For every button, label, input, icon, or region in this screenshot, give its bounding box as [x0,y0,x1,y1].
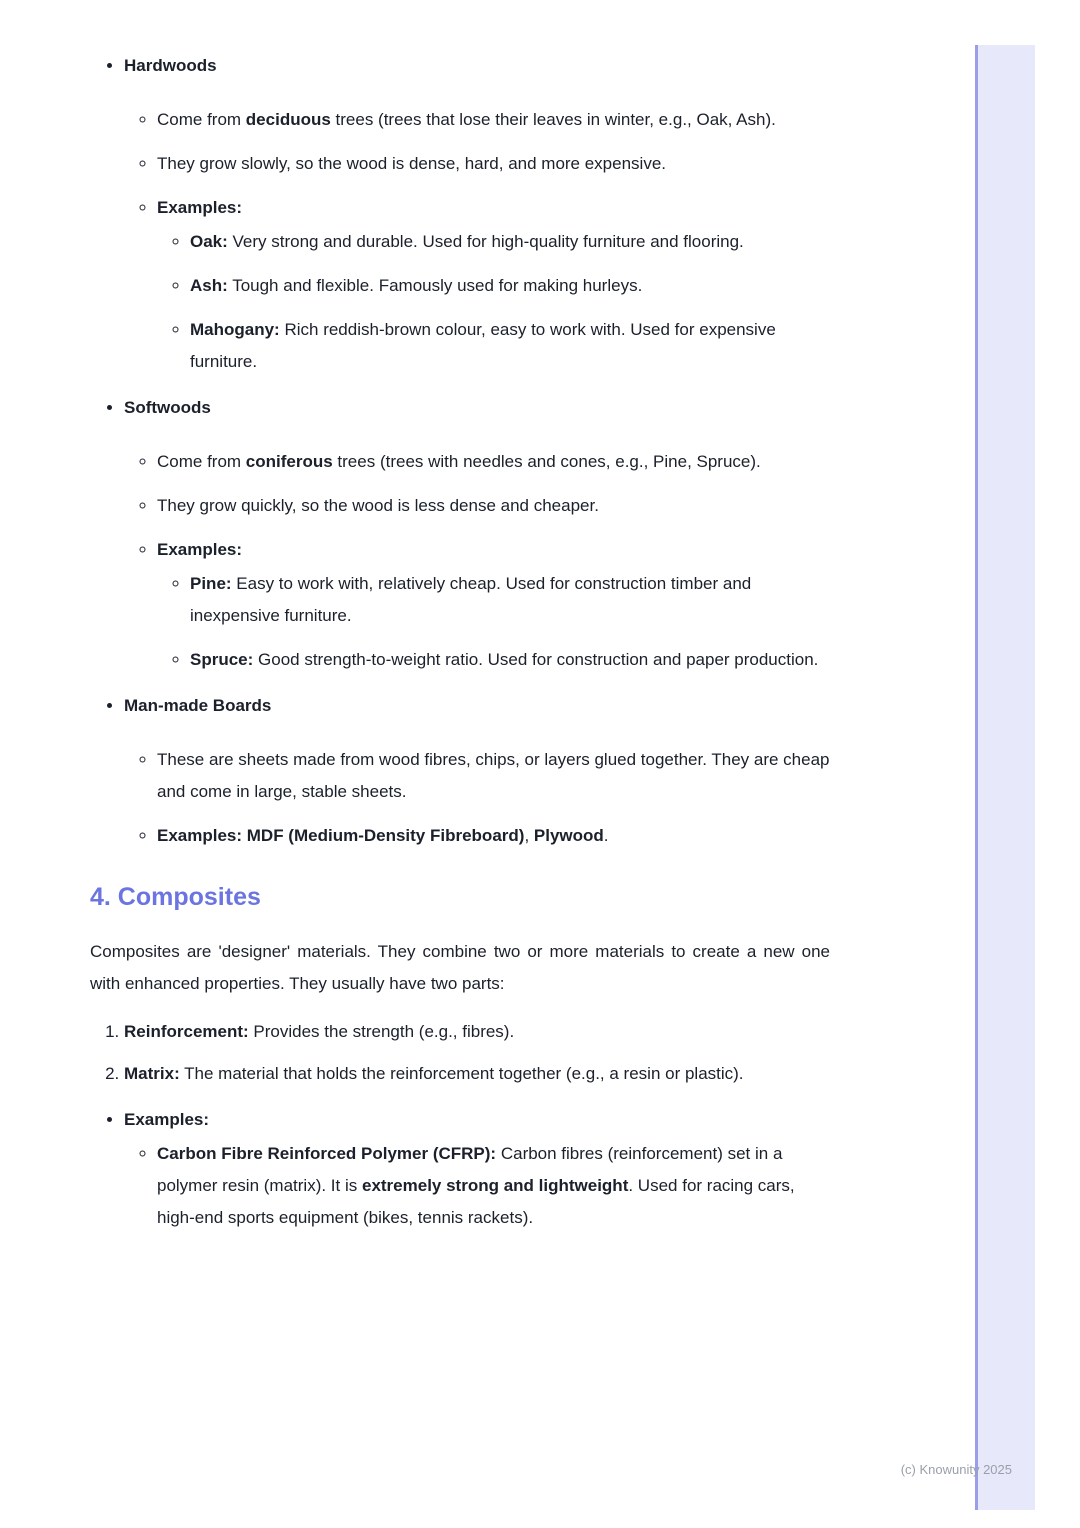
list-item-text: Reinforcement: Provides the strength (e.g., fibres). [124,1022,515,1041]
list-item [157,744,830,808]
list-item-text: Carbon Fibre Reinforced Polymer (CFRP): Carbon fibres (reinforcement) set in a polymer resin (matrix). It is extremely strong and lightweight. Used for racing cars, high-end sports equipment (bikes, tennis rackets). [157,1144,795,1227]
list-item [157,104,830,136]
softwoods-points [124,446,830,676]
composites-heading: 4. Composites [90,883,261,911]
list-item-text: They grow slowly, so the wood is dense, hard, and more expensive. [157,154,667,173]
composites-examples-list [90,1104,830,1234]
list-item-examples [157,192,830,378]
section-title-hardwoods: Hardwoods [124,56,217,75]
list-item-examples [157,534,830,676]
notes-content [90,50,830,1248]
list-item-examples [124,1104,830,1234]
list-item [157,820,830,852]
list-item [190,226,830,258]
composites-intro: Composites are 'designer' materials. They combine two or more materials to create a new one with enhanced properties. They usually have two parts: [90,942,830,993]
wood-types-list [90,50,830,852]
list-item-text: These are sheets made from wood fibres, chips, or layers glued together. They are cheap and come in large, stable sheets. [157,750,830,801]
section-title-softwoods: Softwoods [124,398,211,417]
list-item-hardwoods [124,50,830,378]
examples-label: Examples: [157,198,243,217]
list-item-softwoods [124,392,830,676]
hardwoods-points [124,104,830,378]
list-item-text: Matrix: The material that holds the reinforcement together (e.g., a resin or plastic). [124,1064,744,1083]
list-item [157,1138,830,1234]
list-item [157,490,830,522]
list-item [190,270,830,302]
watermark-text: (c) Knowunity 2025 [900,1462,1012,1477]
softwoods-examples [157,568,830,676]
list-item-text: Come from deciduous trees (trees that lose their leaves in winter, e.g., Oak, Ash). [157,110,776,129]
section-title-manmade-boards: Man-made Boards [124,696,272,715]
list-item-text: Come from coniferous trees (trees with needles and cones, e.g., Pine, Spruce). [157,452,761,471]
list-item-manmade-boards [124,690,830,852]
page-edge-strip [978,45,1035,1510]
list-item [190,644,830,676]
examples-label: Examples: [157,540,243,559]
list-item [190,314,830,378]
list-item [190,568,830,632]
manmade-points [124,744,830,852]
list-item [157,148,830,180]
list-item-text: Spruce: Good strength-to-weight ratio. Used for construction and paper production. [190,650,819,669]
composite-parts-list [90,1016,830,1090]
list-item-text: They grow quickly, so the wood is less dense and cheaper. [157,496,599,515]
list-item-text: Examples: MDF (Medium-Density Fibreboard), Plywood. [157,826,609,845]
hardwoods-examples [157,226,830,378]
list-item-text: Mahogany: Rich reddish-brown colour, easy to work with. Used for expensive furniture. [190,320,776,371]
list-item-text: Pine: Easy to work with, relatively cheap. Used for construction timber and inexpensive furniture. [190,574,752,625]
examples-label: Examples: [124,1110,210,1129]
list-item-text: Ash: Tough and flexible. Famously used for making hurleys. [190,276,643,295]
list-item-text: Oak: Very strong and durable. Used for high-quality furniture and flooring. [190,232,744,251]
list-item [124,1016,830,1048]
composites-examples [124,1138,830,1234]
list-item [124,1058,830,1090]
list-item [157,446,830,478]
